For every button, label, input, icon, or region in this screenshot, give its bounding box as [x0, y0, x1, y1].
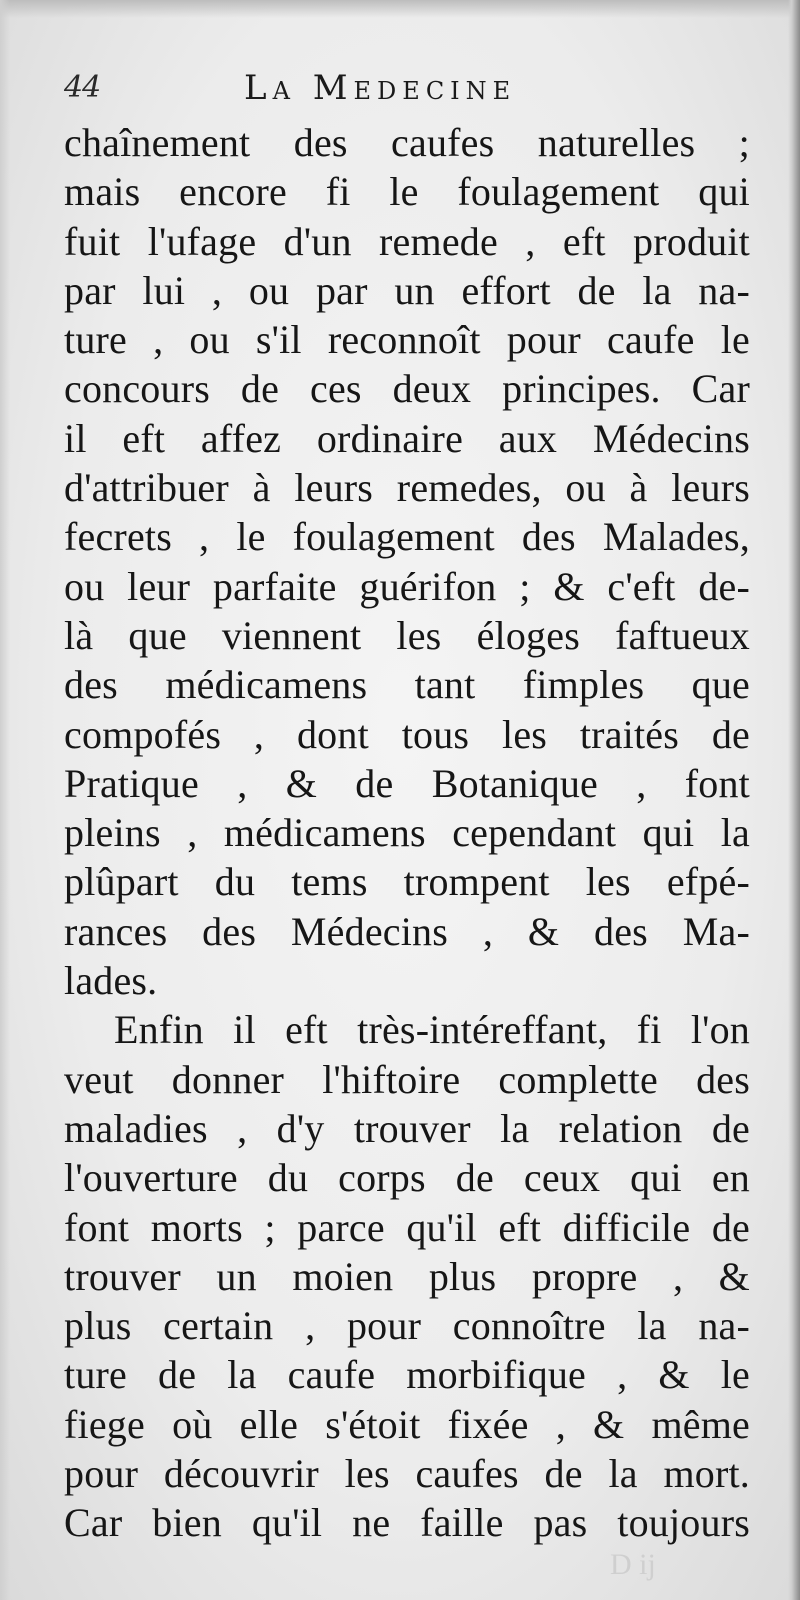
text-line: rances des Médecins , & des Ma- [64, 908, 750, 954]
text-line: pleins , médicamens cependant qui la [64, 810, 750, 856]
text-line: par lui , ou par un effort de la na- [64, 267, 750, 313]
body-text [64, 118, 750, 1548]
text-line: fiege où elle s'étoit fixée , & même [64, 1401, 750, 1447]
page-edge-right [788, 0, 800, 1600]
text-line: ou leur parfaite guérifon ; & c'eft de- [64, 563, 750, 609]
text-line: Car bien qu'il ne faille pas toujours [64, 1500, 750, 1546]
text-line: d'attribuer à leurs remedes, ou à leurs [64, 465, 750, 511]
page-number: 44 [64, 70, 101, 105]
page-shadow-left [0, 0, 10, 1600]
text-line: ture , ou s'il reconnoît pour caufe le [64, 317, 750, 363]
text-line: plûpart du tems trompent les efpé- [64, 859, 750, 905]
text-line: fuit l'ufage d'un remede , eft produit [64, 218, 750, 264]
text-line: maladies , d'y trouver la relation de [64, 1105, 750, 1151]
running-title: La Medecine [244, 68, 517, 108]
paragraph-end-line: lades. [64, 958, 158, 1004]
text-line: là que viennent les éloges faftueux [64, 612, 750, 658]
text-line: plus certain , pour connoître la na- [64, 1303, 750, 1349]
text-line: Pratique , & de Botanique , font [64, 760, 750, 806]
text-line: chaînement des caufes naturelles ; [64, 120, 750, 165]
text-line: mais encore fi le foulagement qui [64, 169, 750, 215]
text-line: veut donner l'hiftoire complette des [64, 1056, 750, 1102]
text-line: concours de ces deux principes. Car [64, 366, 750, 412]
text-line: ture de la caufe morbifique , & le [64, 1352, 750, 1398]
text-line: compofés , dont tous les traités de [64, 711, 750, 757]
text-line: pour découvrir les caufes de la mort. [64, 1451, 750, 1497]
page-shadow-top [0, 0, 800, 18]
page-header [62, 66, 742, 110]
text-line: font morts ; parce qu'il eft difficile de [64, 1204, 750, 1250]
text-line: trouver un moien plus propre , & [64, 1253, 750, 1299]
text-line: il eft affez ordinaire aux Médecins [64, 415, 750, 461]
text-line: l'ouverture du corps de ceux qui en [64, 1155, 750, 1201]
text-line: des médicamens tant fimples que [64, 662, 750, 708]
text-line: fecrets , le foulagement des Malades, [64, 514, 750, 560]
signature-mark: D ij [610, 1548, 656, 1581]
paragraph-start-line: Enfin il eft très-intéreffant, fi l'on [114, 1007, 750, 1053]
